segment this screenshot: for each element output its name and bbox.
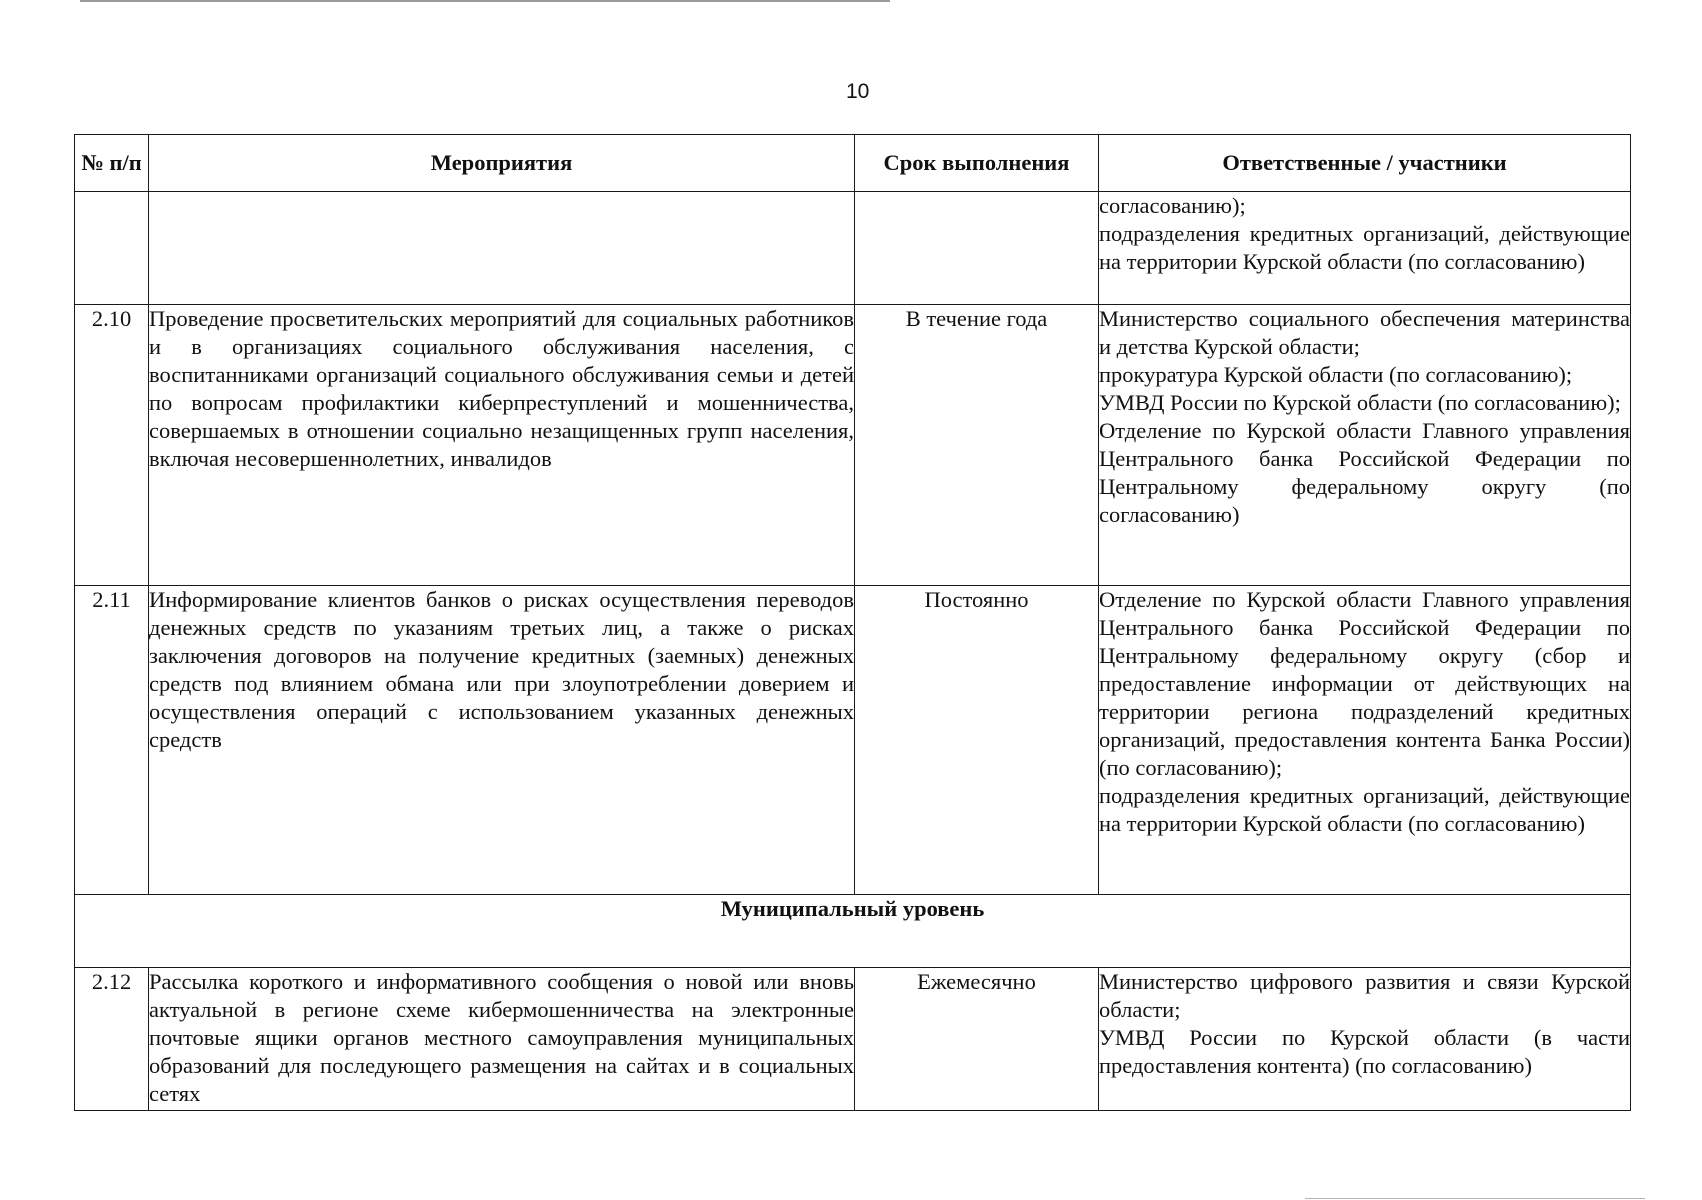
cell-number: 2.10	[75, 305, 149, 586]
responsible-line: Отделение по Курской области Главного управления Центрального банка Российской Федерации по Центральному федеральному округу (сбор и предоставление информации от действующих на территории региона подразделений кредитных организаций, предоставления контента Банка России) (по согласованию);	[1099, 587, 1630, 780]
cell-responsible	[1099, 586, 1631, 895]
responsible-line: подразделения кредитных организаций, действующие на территории Курской области (по согласованию)	[1099, 221, 1630, 274]
measure-text: Рассылка короткого и информативного сообщения о новой или вновь актуальной в регионе схеме кибермошенничества на электронные почтовые ящики органов местного самоуправления муниципальных образований для последующего размещения на сайтах и в социальных сетях	[149, 969, 854, 1106]
responsible-line: УМВД России по Курской области (по согласованию);	[1099, 390, 1621, 415]
cell-number	[75, 192, 149, 305]
cell-number: 2.12	[75, 968, 149, 1111]
table-header-row	[75, 135, 1631, 192]
measures-table	[74, 134, 1631, 1111]
measure-text: Информирование клиентов банков о рисках осуществления переводов денежных средств по указаниям третьих лиц, а также о рисках заключения договоров на получение кредитных (заемных) денежных средств под влиянием обмана или при злоупотреблении доверием и осуществления операций с использованием указанных денежных средств	[149, 587, 854, 752]
table-row	[75, 968, 1631, 1111]
responsible-line: Министерство цифрового развития и связи Курской области;	[1099, 969, 1630, 1022]
measure-text: Проведение просветительских мероприятий для социальных работников и в организациях социального обслуживания населения, с воспитанниками организаций социального обслуживания семьи и детей по вопросам профилактики киберпреступлений и мошенничества, совершаемых в отношении социально незащищенных групп населения, включая несовершеннолетних, инвалидов	[149, 306, 854, 471]
responsible-line: УМВД России по Курской области (в части предоставления контента) (по согласованию)	[1099, 1025, 1630, 1078]
cell-number: 2.11	[75, 586, 149, 895]
cell-responsible	[1099, 192, 1631, 305]
cell-measure	[149, 968, 855, 1111]
header-number: № п/п	[75, 135, 149, 192]
responsible-line: Отделение по Курской области Главного управления Центрального банка Российской Федерации по Центральному федеральному округу (по согласованию)	[1099, 418, 1630, 527]
header-measures: Мероприятия	[149, 135, 855, 192]
cell-measure	[149, 586, 855, 895]
section-title: Муниципальный уровень	[75, 895, 1631, 968]
cell-responsible	[1099, 305, 1631, 586]
cell-measure	[149, 305, 855, 586]
header-deadline: Срок выполнения	[855, 135, 1099, 192]
bottom-rule	[1305, 1198, 1645, 1199]
header-responsible: Ответственные / участники	[1099, 135, 1631, 192]
cell-measure	[149, 192, 855, 305]
responsible-line: прокуратура Курской области (по согласованию);	[1099, 362, 1573, 387]
responsible-line: согласованию);	[1099, 193, 1246, 218]
page-number: 10	[846, 80, 870, 103]
cell-deadline	[855, 192, 1099, 305]
responsible-line: подразделения кредитных организаций, действующие на территории Курской области (по согласованию)	[1099, 783, 1630, 836]
cell-deadline: В течение года	[855, 305, 1099, 586]
top-rule	[80, 0, 890, 2]
cell-deadline: Ежемесячно	[855, 968, 1099, 1111]
table-row-continuation	[75, 192, 1631, 305]
table-row	[75, 586, 1631, 895]
responsible-line: Министерство социального обеспечения материнства и детства Курской области;	[1099, 306, 1630, 359]
table-row	[75, 305, 1631, 586]
cell-responsible	[1099, 968, 1631, 1111]
cell-deadline: Постоянно	[855, 586, 1099, 895]
section-row	[75, 895, 1631, 968]
